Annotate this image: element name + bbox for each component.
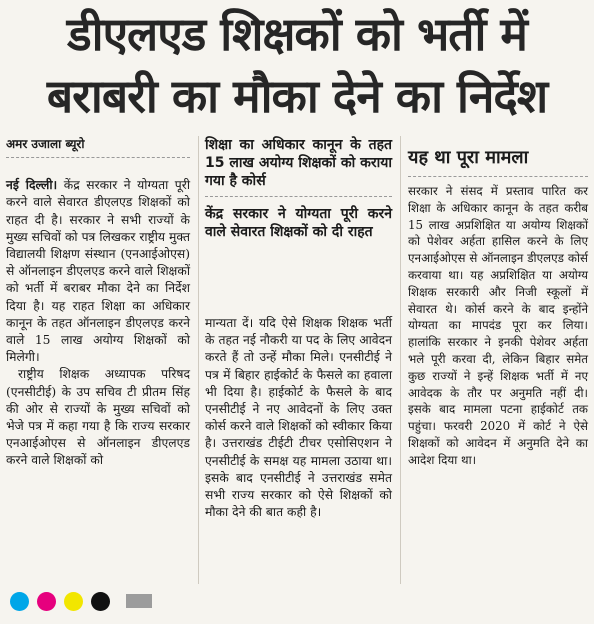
article-column-1	[6, 136, 190, 470]
byline: अमर उजाला ब्यूरो	[6, 136, 190, 158]
article-paragraph: राष्ट्रीय शिक्षक अध्यापक परिषद (एनसीटीई) के उप सचिव टी प्रीतम सिंह की ओर से राज्यों के मुख्य सचिवों को भेजे पत्र में कहा गया है कि राज्य सरकार एनआईओएस से ऑनलाइन डीएलएड करने वाले शिक्षकों को	[6, 367, 190, 468]
column-divider	[198, 136, 199, 584]
paragraph-text: केंद्र सरकार ने योग्यता पूरी करने वाले सेवारत डीएलएड शिक्षकों को राहत दी है। सरकार ने सभी राज्यों के मुख्य सचिवों को पत्र लिखकर राष्ट्रीय मुक्त विद्यालयी शिक्षण संस्थान (एनआईओएस) से ऑनलाइन डीएलएड करने वाले शिक्षकों को भर्ती में बराबर मौका देने का निर्देश दिया है। यह राहत शिक्षा का अधिकार कानून के तहत ऑनलाइन डीएलएड करने वाले 15 लाख अयोग्य शिक्षकों को मिलेगी।	[6, 178, 190, 365]
registration-color-marks	[10, 590, 152, 612]
headline-line-1: डीएलएड शिक्षकों को भर्ती में	[67, 7, 527, 61]
sidebar-paragraph: सरकार ने संसद में प्रस्ताव पारित कर शिक्षा के अधिकार कानून के तहत करीब 15 लाख अप्रशिक्षित या अयोग्य शिक्षकों को पेशेवर अर्हता हासिल करने के लिए एनआईओएस से ऑनलाइन डीएलएड कोर्स करवाया था। यह अप्रशिक्षित या अयोग्य शिक्षक सरकारी और निजी स्कूलों में सेवारत थे। कोर्स करने के बाद इन्होंने योग्यता का मापदंड पूरा कर लिया। हालांकि सरकार ने इनकी पेशेवर अर्हता भले पूरी करवा दी, लेकिन बिहार समेत कुछ राज्यों ने इन्हें शिक्षक भर्ती में नए आवेदक के तौर पर अनुमति नहीं दी। इसके बाद मामला पटना हाईकोर्ट तक पहुंचा। फरवरी 2020 में कोर्ट ने ऐसे शिक्षकों को आवेदन में अनुमति देने का आदेश दिया था।	[408, 184, 588, 467]
sidebar-heading: यह था पूरा मामला	[408, 146, 588, 177]
article-column-2	[205, 136, 392, 521]
headline	[0, 0, 594, 132]
article-paragraph	[6, 176, 190, 366]
gray-mark	[126, 594, 152, 608]
spacer	[205, 257, 392, 315]
color-mark-magenta	[37, 592, 56, 611]
sidebar-box	[408, 136, 588, 469]
color-mark-yellow	[64, 592, 83, 611]
headline-line-2: बराबरी का मौका देने का निर्देश	[46, 69, 548, 123]
color-mark-cyan	[10, 592, 29, 611]
highlight-quote: केंद्र सरकार ने योग्यता पूरी करने वाले सेवारत शिक्षकों को दी राहत	[205, 206, 392, 240]
color-mark-black	[91, 592, 110, 611]
column-divider	[400, 136, 401, 584]
highlight-quote: शिक्षा का अधिकार कानून के तहत 15 लाख अयोग्य शिक्षकों को कराया गया है कोर्स	[205, 136, 392, 197]
dateline: नई दिल्ली।	[6, 177, 58, 193]
article-paragraph: मान्यता दें। यदि ऐसे शिक्षक शिक्षक भर्ती के तहत नई नौकरी या पद के लिए आवेदन करते हैं तो उन्हें मौका मिले। एनसीटीई ने पत्र में बिहार हाईकोर्ट के फैसले का हवाला भी दिया है। हाईकोर्ट के फैसले के बाद एनसीटीई ने नए आवेदनों के लिए उक्त कोर्स करने वाले शिक्षकों को स्वीकार किया है। उत्तराखंड टीईटी टीचर एसोसिएशन ने एनसीटीई के समक्ष यह मामला उठाया था। इसके बाद एनसीटीई ने उत्तराखंड समेत सभी राज्य सरकार को ऐसे शिक्षकों को मौका देने की बात कही है।	[205, 316, 392, 520]
